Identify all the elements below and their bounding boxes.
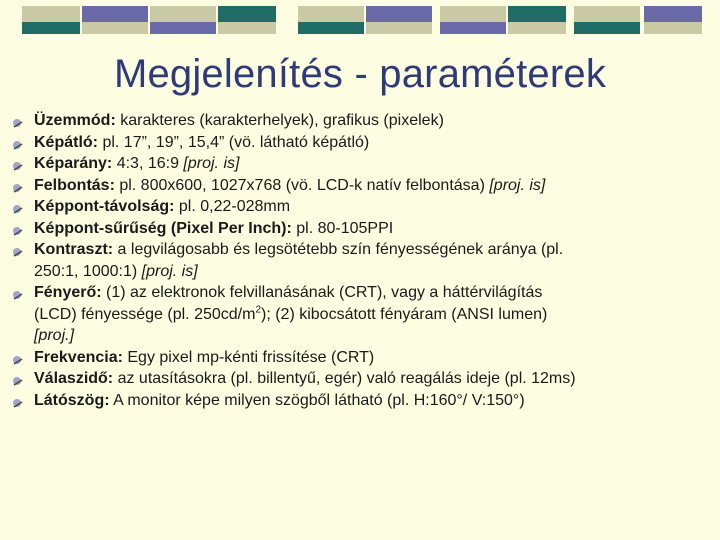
item-text: (1) az elektronok felvillanásának (CRT), vagy a háttérvilágítás [101,284,543,301]
item-label: Látószög: [34,391,110,409]
item-text: karakteres (karakterhelyek), grafikus (pixelek) [115,112,444,129]
item-label: Fényerő: [34,284,102,301]
item-label: Képpont-sűrűség (Pixel Per Inch): [34,219,292,237]
bullet-icon [12,137,24,149]
bullet-icon [12,244,24,256]
list-item [12,132,712,154]
list-item [12,390,712,412]
item-text-cont: 250:1, 1000:1) [34,262,142,280]
item-text: pl. 80-105PPI [291,219,394,237]
item-text-cont: (LCD) fényessége (pl. 250cd/m [34,305,256,323]
item-text: Egy pixel mp-kénti frissítése (CRT) [122,348,375,366]
item-text-cont: ); (2) kibocsátott fényáram (ANSI lumen) [261,305,548,323]
superscript: 2 [255,304,261,316]
item-note: [proj. is] [183,155,240,172]
item-text: az utasításokra (pl. billentyű, egér) való reagálás ideje (pl. 12ms) [113,370,576,387]
slide-title: Megjelenítés - paraméterek [113,52,607,96]
item-label: Képátló: [34,133,98,151]
bullet-icon [12,180,24,192]
item-label: Felbontás: [34,176,115,194]
list-item [12,347,712,369]
bullet-list [12,110,712,411]
list-item [12,282,712,347]
item-note: [proj.] [34,327,75,344]
item-text: pl. 0,22-028mm [174,198,291,215]
bullet-icon [12,158,24,170]
list-item [12,218,712,240]
header-decoration [0,0,720,40]
item-text: pl. 17”, 19”, 15,4” (vö. látható képátló) [98,133,370,151]
item-label: Képpont-távolság: [34,198,175,215]
bullet-icon [12,115,24,127]
item-note: [proj. is] [489,176,546,194]
item-label: Frekvencia: [34,348,123,366]
item-label: Válaszidő: [34,370,114,387]
bullet-icon [12,352,24,364]
item-text: pl. 800x600, 1027x768 (vö. LCD-k natív felbontása) [114,176,490,194]
item-note: [proj. is] [141,262,198,280]
bullet-icon [12,395,24,407]
item-label: Kontraszt: [34,241,114,258]
item-label: Képarány: [34,155,113,172]
list-item [12,110,712,132]
item-label: Üzemmód: [34,112,116,129]
list-item [12,239,712,282]
item-text: A monitor képe milyen szögből látható (pl. H:160°/ V:150°) [109,391,525,409]
bullet-icon [12,201,24,213]
bullet-icon [12,223,24,235]
list-item [12,175,712,197]
list-item [12,153,712,175]
item-text: a legvilágosabb és legsötétebb szín fényességének aránya (pl. [113,241,564,258]
bullet-icon [12,373,24,385]
list-item [12,196,712,218]
bullet-icon [12,287,24,299]
list-item [12,368,712,390]
item-text: 4:3, 16:9 [112,155,184,172]
